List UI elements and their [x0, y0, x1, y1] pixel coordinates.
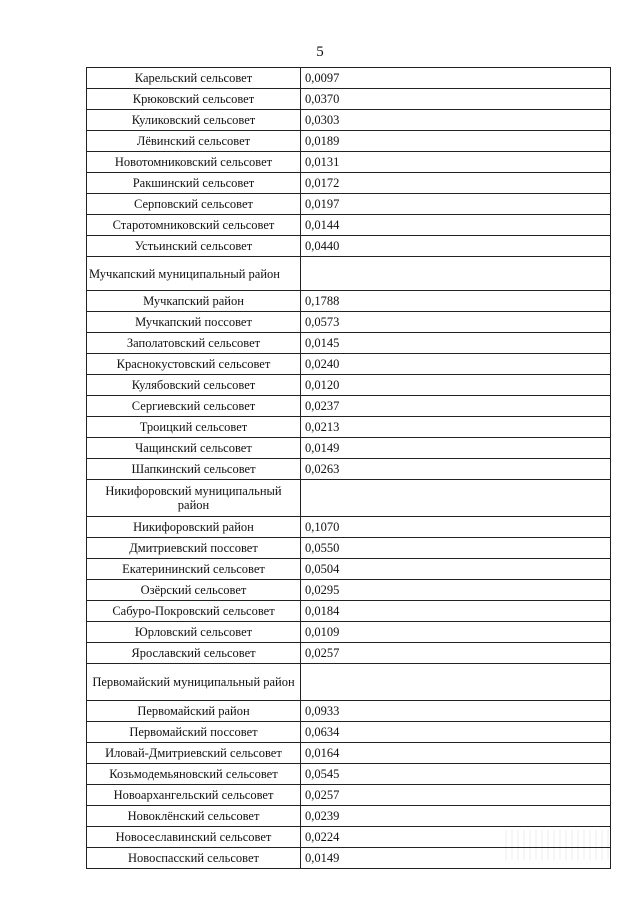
coefficient-value: 0,0240	[301, 354, 611, 375]
table-row	[87, 333, 611, 354]
district-header-row	[87, 664, 611, 701]
municipality-name: Сабуро-Покровский сельсовет	[87, 601, 301, 622]
municipality-name: Шапкинский сельсовет	[87, 459, 301, 480]
district-name: Первомайский муниципальный район	[87, 664, 301, 701]
municipality-name: Екатерининский сельсовет	[87, 559, 301, 580]
coefficient-value: 0,0303	[301, 110, 611, 131]
coefficient-value: 0,1788	[301, 291, 611, 312]
coefficient-value: 0,0295	[301, 580, 611, 601]
district-header-row	[87, 257, 611, 291]
municipality-name: Новотомниковский сельсовет	[87, 152, 301, 173]
scan-artifact	[505, 830, 610, 860]
table-row	[87, 291, 611, 312]
municipality-name: Дмитриевский поссовет	[87, 538, 301, 559]
coefficient-value: 0,0257	[301, 785, 611, 806]
coefficient-value: 0,0144	[301, 215, 611, 236]
coefficient-value: 0,0131	[301, 152, 611, 173]
coefficient-value: 0,1070	[301, 517, 611, 538]
municipality-name: Новоархангельский сельсовет	[87, 785, 301, 806]
municipality-name: Краснокустовский сельсовет	[87, 354, 301, 375]
coefficient-value: 0,0172	[301, 173, 611, 194]
municipality-name: Старотомниковский сельсовет	[87, 215, 301, 236]
coefficient-value: 0,0263	[301, 459, 611, 480]
municipality-name: Козьмодемьяновский сельсовет	[87, 764, 301, 785]
table-row	[87, 538, 611, 559]
coefficient-value: 0,0440	[301, 236, 611, 257]
table-row	[87, 194, 611, 215]
table-row	[87, 417, 611, 438]
table-row	[87, 722, 611, 743]
table-row	[87, 806, 611, 827]
table-row	[87, 643, 611, 664]
municipality-name: Ярославский сельсовет	[87, 643, 301, 664]
municipality-name: Новоклёнский сельсовет	[87, 806, 301, 827]
table-row	[87, 580, 611, 601]
coefficient-value: 0,0224	[301, 827, 611, 848]
municipality-name: Новоспасский сельсовет	[87, 848, 301, 869]
table-row	[87, 622, 611, 643]
municipality-name: Озёрский сельсовет	[87, 580, 301, 601]
table-row	[87, 89, 611, 110]
municipality-name: Троицкий сельсовет	[87, 417, 301, 438]
municipality-name: Серповский сельсовет	[87, 194, 301, 215]
municipality-name: Первомайский поссовет	[87, 722, 301, 743]
municipality-name: Ракшинский сельсовет	[87, 173, 301, 194]
municipality-name: Мучкапский поссовет	[87, 312, 301, 333]
table-body	[87, 68, 611, 869]
district-name: Никифоровский муниципальный район	[87, 480, 301, 517]
coefficient-value: 0,0213	[301, 417, 611, 438]
coefficient-value: 0,0573	[301, 312, 611, 333]
coefficient-value: 0,0634	[301, 722, 611, 743]
table-row	[87, 152, 611, 173]
coefficient-value: 0,0149	[301, 438, 611, 459]
municipality-name: Чащинский сельсовет	[87, 438, 301, 459]
coefficient-value: 0,0257	[301, 643, 611, 664]
municipality-name: Лёвинский сельсовет	[87, 131, 301, 152]
coefficient-value: 0,0097	[301, 68, 611, 89]
municipality-name: Куликовский сельсовет	[87, 110, 301, 131]
coefficient-value: 0,0184	[301, 601, 611, 622]
table-row	[87, 215, 611, 236]
coefficient-value	[301, 664, 611, 701]
municipality-name: Юрловский сельсовет	[87, 622, 301, 643]
coefficient-value: 0,0145	[301, 333, 611, 354]
table-row	[87, 743, 611, 764]
municipality-name: Кулябовский сельсовет	[87, 375, 301, 396]
coefficient-value: 0,0550	[301, 538, 611, 559]
table-row	[87, 110, 611, 131]
table-row	[87, 312, 611, 333]
table-row	[87, 764, 611, 785]
municipality-name: Крюковский сельсовет	[87, 89, 301, 110]
district-header-row	[87, 480, 611, 517]
coefficient-value: 0,0197	[301, 194, 611, 215]
municipality-name: Никифоровский район	[87, 517, 301, 538]
coefficient-value: 0,0189	[301, 131, 611, 152]
municipality-name: Новосеславинский сельсовет	[87, 827, 301, 848]
municipality-name: Первомайский район	[87, 701, 301, 722]
coefficient-value: 0,0164	[301, 743, 611, 764]
table-row	[87, 459, 611, 480]
coefficient-value	[301, 257, 611, 291]
municipality-name: Заполатовский сельсовет	[87, 333, 301, 354]
table-row	[87, 375, 611, 396]
table-row	[87, 438, 611, 459]
coefficient-value: 0,0237	[301, 396, 611, 417]
coefficient-value: 0,0120	[301, 375, 611, 396]
municipality-name: Иловай-Дмитриевский сельсовет	[87, 743, 301, 764]
table-row	[87, 131, 611, 152]
coefficient-value: 0,0933	[301, 701, 611, 722]
table-row	[87, 396, 611, 417]
coefficient-value: 0,0504	[301, 559, 611, 580]
table-row	[87, 68, 611, 89]
coefficient-value	[301, 480, 611, 517]
table-row	[87, 236, 611, 257]
page-number: 5	[316, 44, 324, 60]
table-row	[87, 559, 611, 580]
table-row	[87, 517, 611, 538]
coefficient-value: 0,0370	[301, 89, 611, 110]
district-name: Мучкапский муниципальный район	[87, 257, 301, 291]
table-row	[87, 601, 611, 622]
municipality-name: Сергиевский сельсовет	[87, 396, 301, 417]
coefficients-table	[86, 67, 611, 869]
table-row	[87, 701, 611, 722]
table-row	[87, 173, 611, 194]
municipality-name: Мучкапский район	[87, 291, 301, 312]
coefficient-value: 0,0109	[301, 622, 611, 643]
coefficient-value: 0,0545	[301, 764, 611, 785]
coefficient-value: 0,0239	[301, 806, 611, 827]
municipality-name: Карельский сельсовет	[87, 68, 301, 89]
municipality-name: Устьинский сельсовет	[87, 236, 301, 257]
table-row	[87, 354, 611, 375]
table-row	[87, 785, 611, 806]
coefficient-value: 0,0149	[301, 848, 611, 869]
